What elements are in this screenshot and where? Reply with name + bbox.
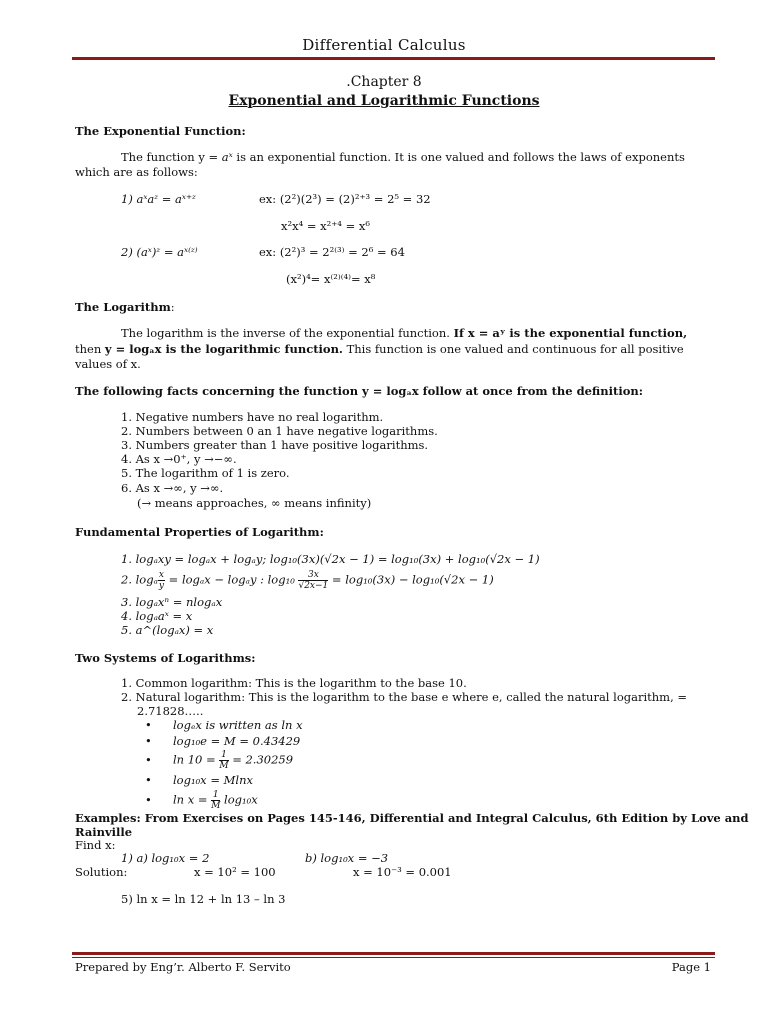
facts-item-3: 3. Numbers greater than 1 have positive logarithms. — [121, 438, 429, 452]
props-heading: Fundamental Properties of Logarithm: — [75, 525, 324, 539]
props-p2-a: 2. logₐ — [121, 572, 158, 587]
log-p2-a: then — [75, 342, 105, 356]
props-p2-fraction2-den: √2x−1 — [298, 581, 329, 591]
page-header-title: Differential Calculus — [302, 36, 466, 54]
props-item-4: 4. logₐaˣ = x — [121, 609, 193, 623]
bullet-dot-icon: • — [145, 773, 152, 787]
examples-solution-b: x = 10⁻³ = 0.001 — [353, 865, 452, 879]
examples-find: Find x: — [75, 838, 116, 852]
systems-bullet-1-text: logₑx is written as ln x — [173, 718, 303, 732]
exp-paragraph-line1 — [121, 150, 685, 164]
exp-law2-example2: (x²)⁴= x⁽²⁾⁽⁴⁾= x⁸ — [286, 272, 376, 286]
log-heading-text: The Logarithm — [75, 300, 171, 314]
log-p2-b: y = logₐx is the logarithmic function. — [104, 342, 343, 356]
systems-item-2-line1: 2. Natural logarithm: This is the logarithm to the base e where e, called the natural logarithm, = — [121, 690, 688, 704]
examples-ex5: 5) ln x = ln 12 + ln 13 – ln 3 — [121, 892, 286, 906]
log-paragraph-line2 — [75, 342, 684, 356]
chapter-title: Exponential and Logarithmic Functions — [228, 93, 540, 109]
facts-item-5: 5. The logarithm of 1 is zero. — [121, 466, 290, 480]
systems-bullet-5-a: ln x = — [173, 792, 212, 807]
props-p2-fraction — [158, 570, 165, 591]
chapter-label: .Chapter 8 — [346, 74, 422, 90]
systems-bullet-4 — [145, 773, 253, 787]
facts-item-1: 1. Negative numbers have no real logarithm. — [121, 410, 384, 424]
bullet-dot-icon: • — [145, 734, 152, 748]
footer-rule-thin — [72, 957, 715, 958]
props-item-5: 5. a^(logₐx) = x — [121, 623, 214, 637]
exp-law1-example2: x²x⁴ = x²⁺⁴ = x⁶ — [281, 219, 370, 233]
exp-law1: 1) aˣaᶻ = aˣ⁺ᶻ — [121, 192, 196, 206]
systems-bullet-2-text: log₁₀e = M = 0.43429 — [173, 734, 301, 748]
bullet-dot-icon: • — [145, 752, 152, 767]
props-p2-b: = logₐx − logₐy : log₁₀ — [165, 572, 299, 587]
facts-note: (→ means approaches, ∞ means infinity) — [137, 496, 372, 510]
exp-law2: 2) (aˣ)ᶻ = aˣ⁽ᶻ⁾ — [121, 245, 198, 259]
exp-p1-b: aˣ — [221, 150, 233, 164]
systems-bullet-3 — [145, 750, 293, 771]
examples-heading-line2: Rainville — [75, 825, 133, 839]
log-paragraph-line3: values of x. — [75, 357, 141, 371]
facts-item-4: 4. As x →0⁺, y →−∞. — [121, 452, 237, 466]
systems-bullet-1 — [145, 718, 303, 732]
props-p2-fraction2-num: 3x — [298, 570, 328, 581]
exp-paragraph-line2: which are as follows: — [75, 165, 198, 179]
examples-heading-line1: Examples: From Exercises on Pages 145-146, Differential and Integral Calculus, 6th Edition by Love and — [75, 811, 749, 825]
log-heading-colon: : — [170, 300, 175, 314]
props-item-1: 1. logₐxy = logₐx + logₐy; log₁₀(3x)(√2x − 1) = log₁₀(3x) + log₁₀(√2x − 1) — [121, 552, 540, 566]
facts-heading: The following facts concerning the function y = logₐx follow at once from the definition: — [75, 384, 643, 398]
log-p2-c: This function is one valued and continuous for all positive — [342, 342, 684, 356]
systems-bullet-3-fraction — [219, 750, 228, 771]
systems-item-1: 1. Common logarithm: This is the logarithm to the base 10. — [121, 676, 467, 690]
facts-item-6: 6. As x →∞, y →∞. — [121, 481, 224, 495]
systems-heading: Two Systems of Logarithms: — [75, 651, 256, 665]
bullet-dot-icon: • — [145, 718, 152, 732]
log-paragraph-line1 — [121, 326, 687, 340]
examples-ex1-b: b) log₁₀x = −3 — [305, 851, 389, 865]
props-item-3: 3. logₐxⁿ = nlogₐx — [121, 595, 223, 609]
exp-law1-example1: ex: (2²)(2³) = (2)²⁺³ = 2⁵ = 32 — [259, 192, 431, 206]
systems-bullet-3-den: M — [219, 761, 229, 771]
footer-page-number: Page 1 — [671, 960, 711, 974]
systems-bullet-4-text: log₁₀x = Mlnx — [173, 773, 253, 787]
examples-ex1-a: 1) a) log₁₀x = 2 — [121, 851, 210, 865]
systems-bullet-5-b: log₁₀x — [220, 792, 258, 807]
systems-bullet-3-b: = 2.30259 — [228, 752, 294, 767]
log-p1-a: The logarithm is the inverse of the exponential function. — [121, 326, 454, 340]
systems-bullet-2 — [145, 734, 300, 748]
log-p1-b: If x = aʸ is the exponential function, — [453, 326, 688, 340]
examples-solution-a: x = 10² = 100 — [194, 865, 276, 879]
props-p2-fraction-num: x — [158, 570, 164, 580]
footer-rule-thick — [72, 952, 715, 955]
bullet-dot-icon: • — [145, 792, 152, 807]
exp-law2-example1: ex: (2²)³ = 2²⁽³⁾ = 2⁶ = 64 — [259, 245, 405, 259]
systems-bullet-3-a: ln 10 = — [173, 752, 220, 767]
section-heading-exponential: The Exponential Function: — [75, 124, 246, 138]
props-p2-fraction-den: y — [158, 581, 164, 591]
examples-solution-label: Solution: — [75, 865, 128, 879]
facts-item-2: 2. Numbers between 0 an 1 have negative logarithms. — [121, 424, 438, 438]
exp-p1-c: is an exponential function. It is one valued and follows the laws of exponents — [232, 150, 685, 164]
exp-p1-a: The function y = — [121, 150, 222, 164]
systems-bullet-5-den: M — [211, 801, 221, 811]
systems-bullet-5 — [145, 790, 258, 811]
props-p2-c: = log₁₀(3x) − log₁₀(√2x − 1) — [328, 572, 494, 587]
props-p2-fraction2 — [298, 570, 328, 591]
footer-author: Prepared by Eng’r. Alberto F. Servito — [75, 960, 291, 974]
section-heading-logarithm — [75, 300, 175, 314]
systems-bullet-3-num: 1 — [221, 750, 227, 760]
systems-bullet-5-num: 1 — [212, 790, 219, 800]
header-rule — [72, 57, 715, 60]
props-item-2 — [121, 570, 494, 591]
systems-item-2-line2: 2.71828….. — [137, 704, 204, 718]
